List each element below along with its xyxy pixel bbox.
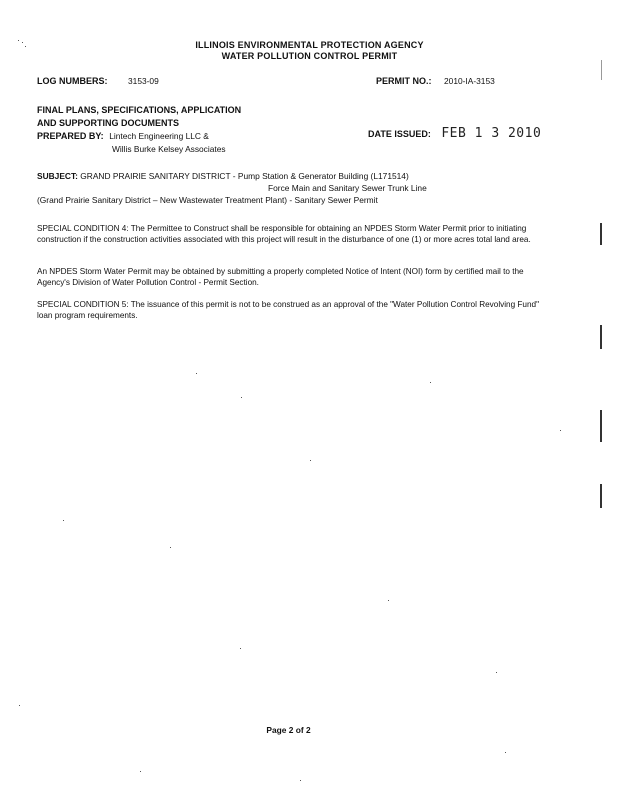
permit-number: [376, 76, 495, 86]
special-condition-4: SPECIAL CONDITION 4: The Permittee to Construct shall be responsible for obtaining an NPDES Storm Water Permit prior to initiating construction if the construction activities associated with this project will result in the disturbance of one (1) or more acres total land area.: [37, 224, 531, 244]
prepared-by: [37, 131, 209, 141]
date-issued: [368, 126, 541, 141]
prepared-by-label: PREPARED BY:: [37, 131, 104, 141]
subject-label: SUBJECT:: [37, 171, 78, 181]
scan-speck: [560, 430, 561, 431]
scan-edge-mark: [600, 410, 602, 442]
scan-speck: [22, 42, 23, 43]
permit-type-title: WATER POLLUTION CONTROL PERMIT: [221, 51, 398, 61]
scan-speck: [310, 460, 311, 461]
subject-line1: [37, 171, 409, 182]
scan-speck: [240, 648, 241, 649]
prepared-by-line1: Lintech Engineering LLC &: [109, 131, 209, 141]
scan-speck: [18, 40, 19, 41]
scan-speck: [63, 520, 64, 521]
final-plans-line2: AND SUPPORTING DOCUMENTS: [37, 118, 180, 128]
subject-text: GRAND PRAIRIE SANITARY DISTRICT - Pump Station & Generator Building (L171514): [80, 171, 409, 181]
date-issued-stamp: FEB 1 3 2010: [441, 126, 542, 141]
log-numbers: [37, 76, 159, 86]
scan-edge-mark: [600, 484, 602, 508]
agency-title: ILLINOIS ENVIRONMENTAL PROTECTION AGENCY: [195, 40, 424, 50]
scan-edge-mark: [600, 325, 602, 349]
prepared-by-line2: Willis Burke Kelsey Associates: [112, 144, 226, 154]
date-issued-label: DATE ISSUED:: [368, 129, 431, 139]
scan-speck: [25, 46, 26, 47]
scan-speck: [505, 752, 506, 753]
scan-speck: [496, 672, 497, 673]
subject-line3: (Grand Prairie Sanitary District – New Wastewater Treatment Plant) - Sanitary Sewer Permit: [37, 195, 378, 205]
scan-edge-mark: [601, 60, 602, 80]
scan-speck: [430, 382, 431, 383]
scan-speck: [241, 397, 242, 398]
special-condition-5: SPECIAL CONDITION 5: The issuance of this permit is not to be construed as an approval of the "Water Pollution Control Revolving Fund" loan program requirements.: [37, 300, 539, 320]
scan-speck: [19, 705, 20, 706]
scan-speck: [140, 771, 141, 772]
scan-speck: [196, 373, 197, 374]
scan-speck: [300, 780, 301, 781]
scan-speck: [170, 547, 171, 548]
subject-line2: Force Main and Sanitary Sewer Trunk Line: [268, 183, 427, 193]
scan-speck: [388, 600, 389, 601]
log-numbers-value: 3153-09: [128, 76, 159, 86]
permit-number-value: 2010-IA-3153: [444, 76, 495, 86]
permit-number-label: PERMIT NO.:: [376, 76, 432, 86]
page-number: Page 2 of 2: [266, 725, 311, 735]
log-numbers-label: LOG NUMBERS:: [37, 76, 108, 86]
final-plans-line1: FINAL PLANS, SPECIFICATIONS, APPLICATION: [37, 105, 242, 115]
npdes-note: An NPDES Storm Water Permit may be obtained by submitting a properly completed Notice of Intent (NOI) form by certified mail to the Agency's Division of Water Pollution Control - Permit Section.: [37, 267, 524, 287]
scan-edge-mark: [600, 223, 602, 245]
